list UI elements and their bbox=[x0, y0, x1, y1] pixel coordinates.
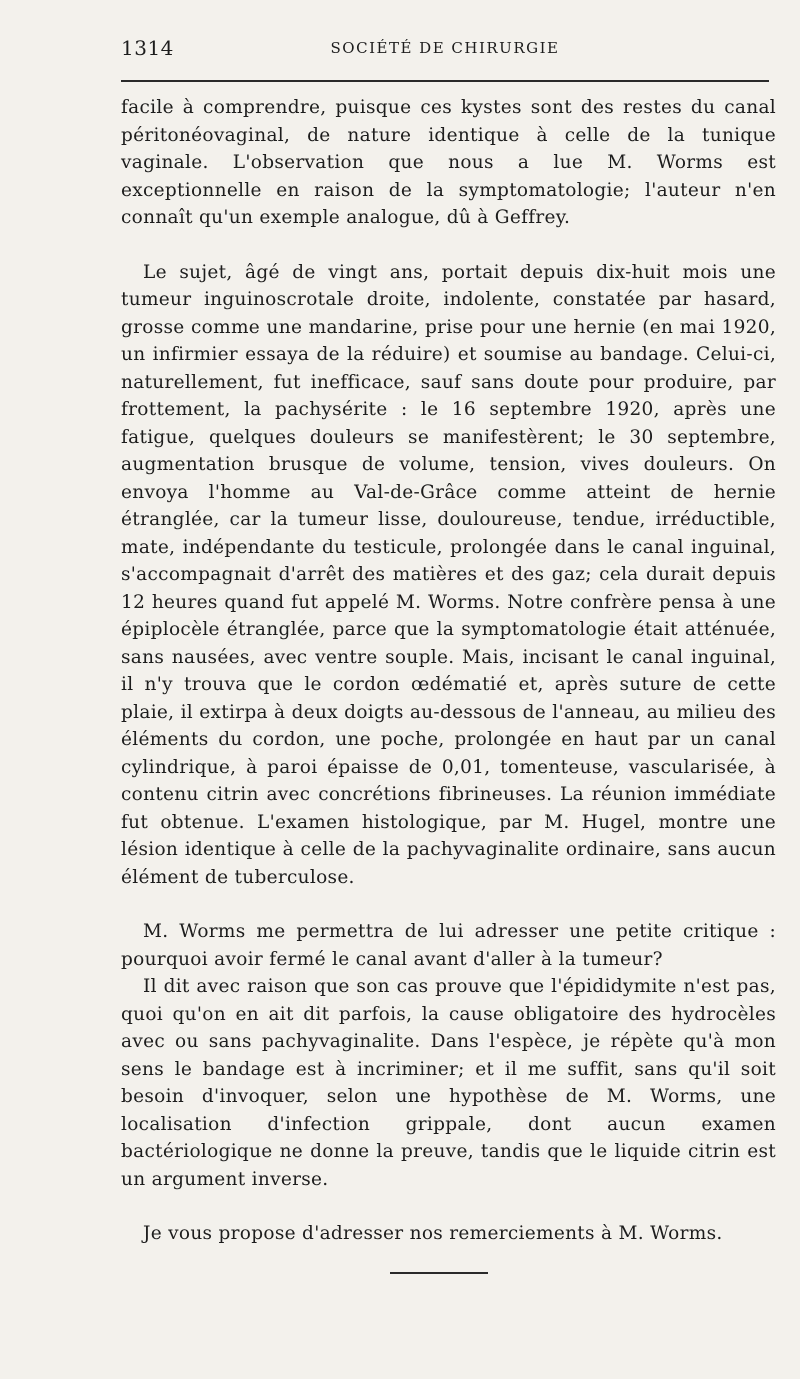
paragraph-4: Il dit avec raison que son cas prouve que l'épididymite n'est pas, quoi qu'on en ait dit parfois, la cause obligatoire des hydrocèles avec ou sans pachyvaginalite. Dans l'espèce, je répète qu'à mon sens le bandage est à incriminer; et il me suffit, sans qu'il soit besoin d'invoquer, selon une hypothèse de M. Worms, une localisation d'infection grippale, dont aucun examen bactériologique ne donne la preuve, tandis que le liquide citrin est un argument inverse. bbox=[121, 976, 776, 1190]
running-head: SOCIÉTÉ DE CHIRURGIE bbox=[330, 39, 560, 57]
paragraph-1: facile à comprendre, puisque ces kystes sont des restes du canal péritonéovaginal, de nature identique à celle de la tunique vaginale. L'observation que nous a lue M. Worms est exceptionnelle en raison de la symptomatologie; l'auteur n'en connaît qu'un exemple analogue, dû à Geffrey. bbox=[121, 97, 776, 228]
header-rule bbox=[121, 80, 769, 82]
body-text bbox=[121, 94, 776, 1248]
paragraph-3: M. Worms me permettra de lui adresser une petite critique : pourquoi avoir fermé le canal avant d'aller à la tumeur? bbox=[121, 921, 776, 970]
end-rule bbox=[390, 1272, 488, 1274]
page-number: 1314 bbox=[121, 36, 174, 60]
paragraph-2: Le sujet, âgé de vingt ans, portait depuis dix-huit mois une tumeur inguinoscrotale droite, indolente, constatée par hasard, grosse comme une mandarine, prise pour une hernie (en mai 1920, un infirmier essaya de la réduire) et soumise au bandage. Celui-ci, naturellement, fut inefficace, sauf sans doute pour produire, par frottement, la pachysérite : le 16 septembre 1920, après une fatigue, quelques douleurs se manifestèrent; le 30 septembre, augmentation brusque de volume, tension, vives douleurs. On envoya l'homme au Val-de-Grâce comme atteint de hernie étranglée, car la tumeur lisse, douloureuse, tendue, irréductible, mate, indépendante du testicule, prolongée dans le canal inguinal, s'accompagnait d'arrêt des matières et des gaz; cela durait depuis 12 heures quand fut appelé M. Worms. Notre confrère pensa à une épiplocèle étranglée, parce que la symptomatologie était atténuée, sans nausées, avec ventre souple. Mais, incisant le canal inguinal, il n'y trouva que le cordon œdématié et, après suture de cette plaie, il extirpa à deux doigts au-dessous de l'anneau, au milieu des éléments du cordon, une poche, prolongée en haut par un canal cylindrique, à paroi épaisse de 0,01, tomenteuse, vascularisée, à contenu citrin avec concrétions fibrineuses. La réunion immédiate fut obtenue. L'examen histologique, par M. Hugel, montre une lésion identique à celle de la pachyvaginalite ordinaire, sans aucun élément de tuberculose. bbox=[121, 261, 776, 888]
page-header bbox=[121, 36, 769, 64]
paragraph-5: Je vous propose d'adresser nos remerciements à M. Worms. bbox=[143, 1223, 723, 1244]
